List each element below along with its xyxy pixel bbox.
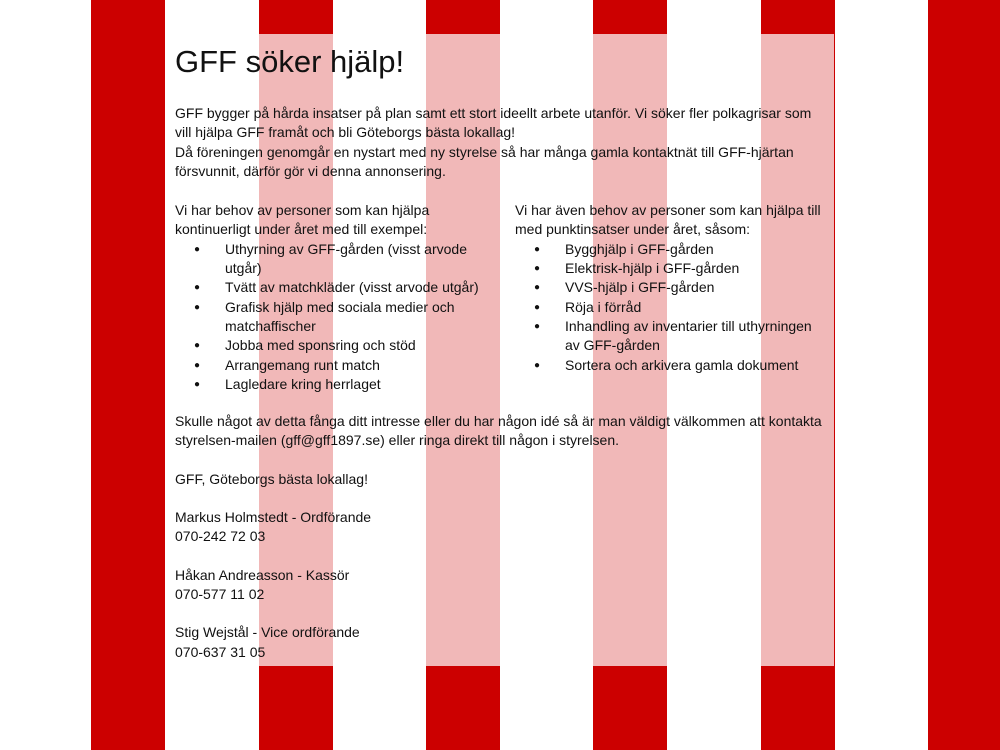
- occasional-help-list: [515, 240, 825, 375]
- right-column: [515, 201, 825, 394]
- board-member: [175, 623, 825, 662]
- document-body: [175, 40, 825, 681]
- continuous-help-list: [175, 240, 485, 394]
- board-member-phone: 070-637 31 05: [175, 643, 266, 660]
- list-item: ● Sortera och arkivera gamla dokument: [515, 356, 825, 375]
- board-member: [175, 508, 825, 547]
- list-item: ● Lagledare kring herrlaget: [175, 375, 485, 394]
- list-item: ● Arrangemang runt match: [175, 356, 485, 375]
- red-stripe: [928, 0, 1000, 750]
- list-item: ● Tvätt av matchkläder (visst arvode utgår): [175, 278, 485, 297]
- right-column-heading: Vi har även behov av personer som kan hjälpa till med punktinsatser under året, såsom:: [515, 202, 821, 238]
- list-item: ● VVS-hjälp i GFF-gården: [515, 278, 825, 297]
- list-item: ● Grafisk hjälp med sociala medier och matchaffischer: [175, 298, 485, 337]
- board-member-phone: 070-577 11 02: [175, 585, 265, 602]
- contact-paragraph: Skulle något av detta fånga ditt intresse eller du har någon idé så är man väldigt välkommen att kontakta styrelsen-mailen (gff@gff1897.se) eller ringa direkt till någon i styrelsen.: [175, 413, 822, 449]
- red-stripe: [91, 0, 165, 750]
- intro-paragraph-2: Då föreningen genomgår en nystart med ny styrelse så har många gamla kontaktnät till GFF-hjärtan försvunnit, därför gör vi denna annonsering.: [175, 143, 794, 179]
- board-member: [175, 566, 825, 605]
- list-item: ● Uthyrning av GFF-gården (visst arvode utgår): [175, 240, 485, 279]
- board-member-name-role: Stig Wejstål - Vice ordförande: [175, 624, 360, 641]
- left-column-heading: Vi har behov av personer som kan hjälpa kontinuerligt under året med till exempel:: [175, 202, 430, 238]
- list-item: ● Inhandling av inventarier till uthyrningen av GFF-gården: [515, 317, 825, 356]
- needs-columns: [175, 201, 825, 394]
- intro-paragraph: GFF bygger på hårda insatser på plan samt ett stort ideellt arbete utanför. Vi söker fler polkagrisar som vill hjälpa GFF framåt och bli Göteborgs bästa lokallag!: [175, 105, 812, 141]
- list-item: ● Röja i förråd: [515, 298, 825, 317]
- list-item: ● Bygghjälp i GFF-gården: [515, 240, 825, 259]
- intro-section: [175, 104, 825, 181]
- list-item: ● Jobba med sponsring och stöd: [175, 336, 485, 355]
- slogan: GFF, Göteborgs bästa lokallag!: [175, 470, 368, 487]
- page-title: GFF söker hjälp!: [175, 44, 405, 79]
- board-member-name-role: Håkan Andreasson - Kassör: [175, 566, 350, 583]
- board-member-phone: 070-242 72 03: [175, 528, 266, 545]
- left-column: [175, 201, 485, 394]
- list-item: ● Elektrisk-hjälp i GFF-gården: [515, 259, 825, 278]
- board-member-name-role: Markus Holmstedt - Ordförande: [175, 509, 372, 526]
